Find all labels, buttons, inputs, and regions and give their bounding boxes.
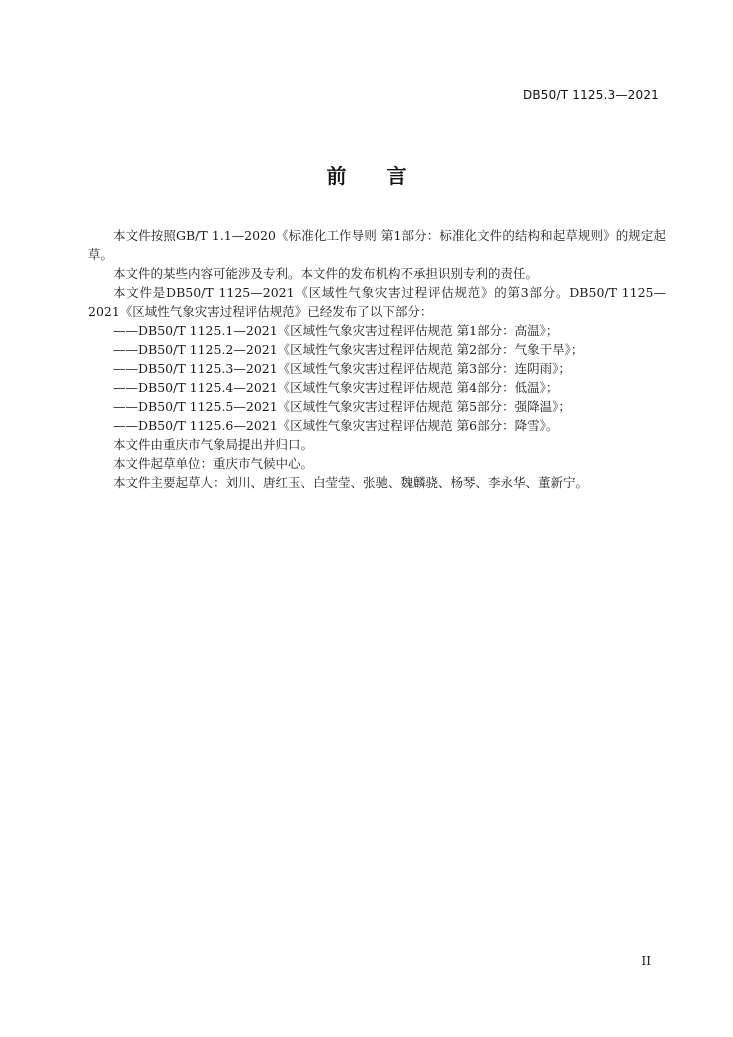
- list-item-part-2: ——DB50/T 1125.2—2021《区域性气象灾害过程评估规范 第2部分：气象干旱》；: [113, 342, 584, 357]
- paragraph-drafters: 本文件主要起草人：刘川、唐红玉、白莹莹、张驰、魏麟骁、杨琴、李永华、董新宁。: [113, 475, 589, 490]
- list-item-part-4: ——DB50/T 1125.4—2021《区域性气象灾害过程评估规范 第4部分：低温》；: [113, 380, 559, 395]
- paragraph-proposer: 本文件由重庆市气象局提出并归口。: [113, 437, 314, 452]
- paragraph-patent-notice: 本文件的某些内容可能涉及专利。本文件的发布机构不承担识别专利的责任。: [113, 266, 539, 281]
- paragraph-drafting-rules: 本文件按照GB/T 1.1—2020《标准化工作导则 第1部分：标准化文件的结构和起草规则》的规定起草。: [88, 228, 666, 262]
- page-title: 前言: [326, 164, 447, 188]
- document-code: DB50/T 1125.3—2021: [522, 88, 659, 102]
- list-item-part-1: ——DB50/T 1125.1—2021《区域性气象灾害过程评估规范 第1部分：高温》；: [113, 323, 559, 338]
- list-item-part-3: ——DB50/T 1125.3—2021《区域性气象灾害过程评估规范 第3部分：连阴雨》；: [113, 361, 571, 376]
- list-item-part-6: ——DB50/T 1125.6—2021《区域性气象灾害过程评估规范 第6部分：降雪》。: [113, 418, 559, 433]
- paragraph-drafting-unit: 本文件起草单位：重庆市气候中心。: [113, 456, 314, 471]
- document-body: [88, 226, 666, 492]
- paragraph-part-statement: 本文件是DB50/T 1125—2021《区域性气象灾害过程评估规范》的第3部分。DB50/T 1125—2021《区域性气象灾害过程评估规范》已经发布了以下部分：: [88, 285, 666, 319]
- page-number: II: [641, 954, 651, 968]
- list-item-part-5: ——DB50/T 1125.5—2021《区域性气象灾害过程评估规范 第5部分：强降温》；: [113, 399, 571, 414]
